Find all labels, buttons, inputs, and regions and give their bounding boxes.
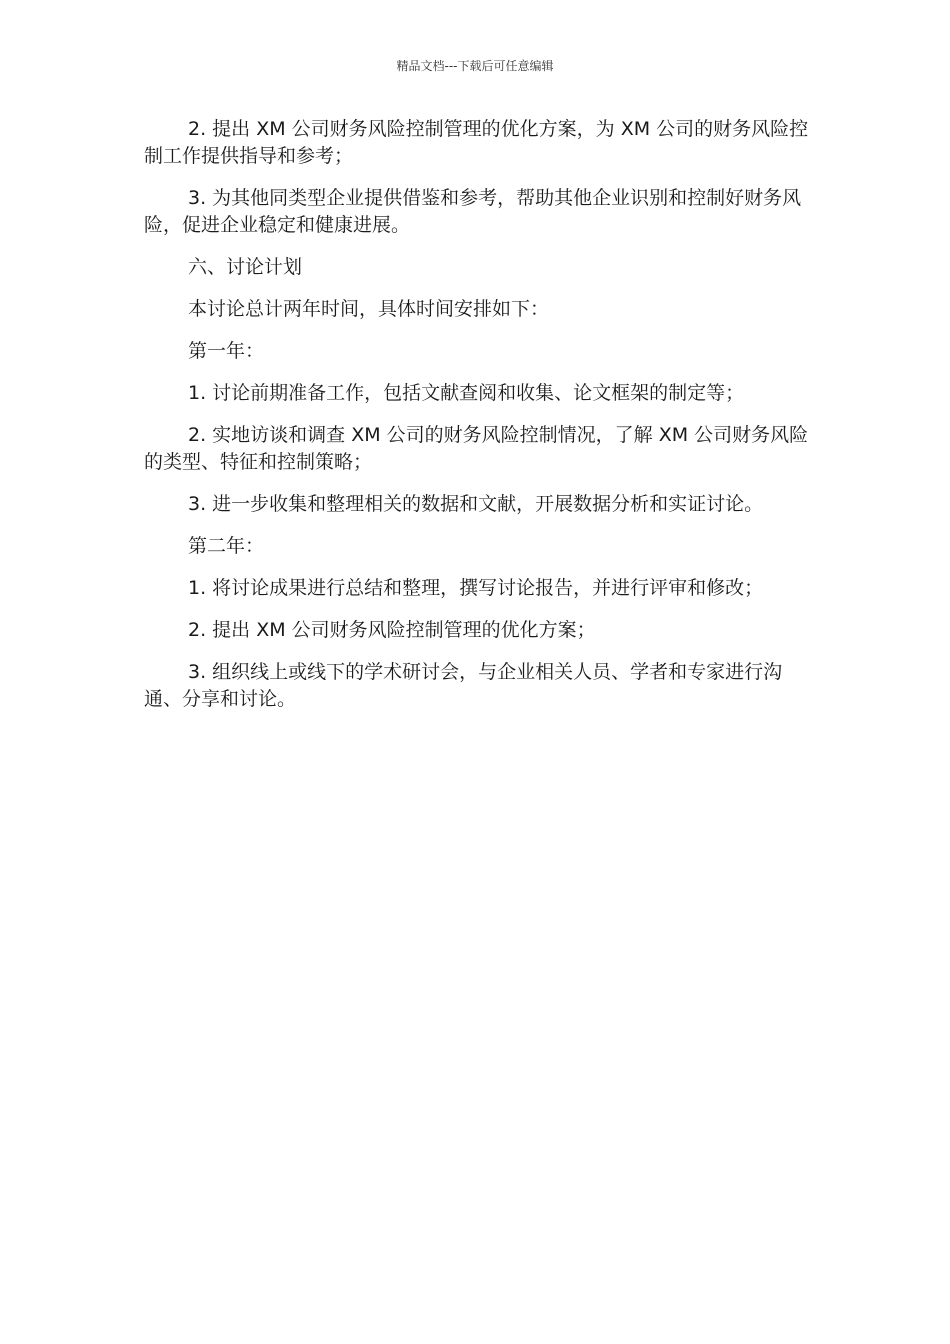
section-heading-plan: 六、讨论计划 (188, 256, 303, 278)
year-one-item-3: 3. 进一步收集和整理相关的数据和文献，开展数据分析和实证讨论。 (188, 493, 764, 515)
year-one-item-1: 1. 讨论前期准备工作，包括文献查阅和收集、论文框架的制定等； (188, 382, 745, 404)
year-one-heading: 第一年： (188, 340, 265, 362)
document-body (144, 116, 816, 728)
year-two-item-3: 3. 组织线上或线下的学术研讨会，与企业相关人员、学者和专家进行沟通、分享和讨论。 (144, 661, 783, 710)
page-header: 精品文档---下载后可任意编辑 (396, 59, 554, 73)
year-two-heading: 第二年： (188, 535, 265, 557)
year-two-item-2: 2. 提出 XM 公司财务风险控制管理的优化方案； (188, 619, 596, 641)
year-one-item-2: 2. 实地访谈和调查 XM 公司的财务风险控制情况，了解 XM 公司财务风险的类型、特征和控制策略； (144, 424, 809, 473)
paragraph-objective-3: 3. 为其他同类型企业提供借鉴和参考，帮助其他企业识别和控制好财务风险，促进企业稳定和健康进展。 (144, 187, 802, 236)
year-two-item-1: 1. 将讨论成果进行总结和整理，撰写讨论报告，并进行评审和修改； (188, 577, 764, 599)
paragraph-objective-2: 2. 提出 XM 公司财务风险控制管理的优化方案，为 XM 公司的财务风险控制工作提供指导和参考； (144, 118, 809, 167)
paragraph-plan-intro: 本讨论总计两年时间，具体时间安排如下： (188, 298, 550, 320)
